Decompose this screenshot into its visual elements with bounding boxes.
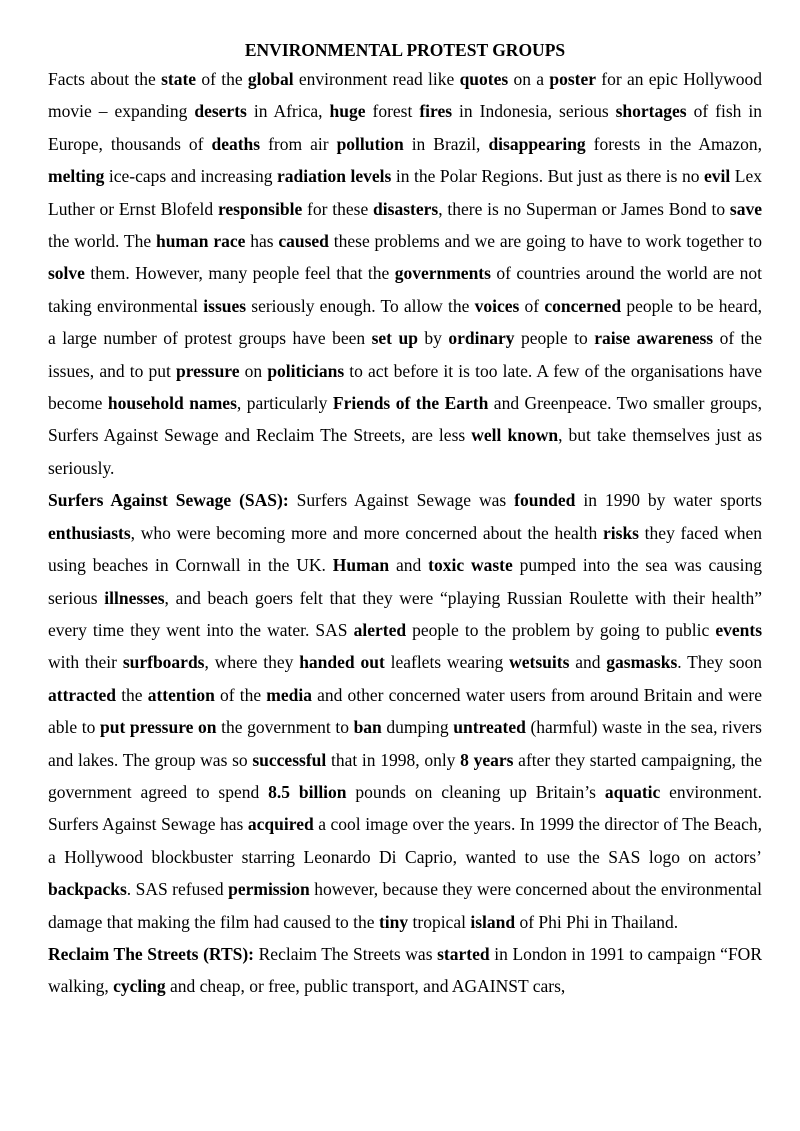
bold-term: ban bbox=[353, 717, 382, 738]
text-run: these problems and we are going to have to work together to bbox=[328, 231, 763, 252]
text-run: , who were becoming more and more concerned about the health bbox=[130, 522, 603, 543]
text-run: in the Polar Regions. But just as there is no bbox=[391, 166, 704, 187]
text-run: . They soon bbox=[677, 652, 762, 673]
bold-term: island bbox=[470, 911, 516, 932]
text-run: the world. The bbox=[48, 231, 156, 252]
bold-term: global bbox=[247, 69, 294, 89]
text-run: , where they bbox=[204, 652, 300, 673]
text-run: in Brazil, bbox=[403, 133, 489, 154]
bold-term: acquired bbox=[247, 814, 314, 835]
bold-term: quotes bbox=[459, 69, 509, 89]
bold-term: evil bbox=[704, 166, 731, 187]
text-run: , and beach goers felt that they were “playing Russian Roulette with their health” every time they went into the water. SAS bbox=[48, 587, 762, 640]
bold-term: responsible bbox=[217, 198, 303, 219]
bold-term: human race bbox=[155, 231, 246, 252]
bold-term: founded bbox=[514, 490, 576, 511]
text-run: and bbox=[569, 652, 607, 673]
bold-term: illnesses bbox=[104, 587, 165, 608]
text-run: for these bbox=[302, 198, 374, 219]
text-run: , particularly bbox=[236, 393, 333, 414]
text-run: forests in the Amazon, bbox=[585, 133, 763, 154]
text-run: and Greenpeace. Two smaller groups, Surfers Against Sewage and Reclaim The Streets, are less bbox=[48, 393, 762, 446]
text-run: dumping bbox=[381, 717, 454, 738]
text-run: (harmful) waste in the sea, rivers and lakes. The group was so bbox=[48, 717, 762, 770]
text-run: in London in 1991 to campaign “FOR walking, bbox=[48, 943, 762, 997]
bold-term: pressure bbox=[176, 360, 240, 381]
bold-term: Surfers Against Sewage (SAS): bbox=[48, 490, 289, 511]
text-run: of fish in Europe, thousands of bbox=[48, 101, 762, 154]
bold-term: risks bbox=[603, 522, 639, 543]
text-run: the government to bbox=[216, 717, 354, 738]
text-run: they faced when using beaches in Cornwall in the UK. bbox=[48, 522, 762, 576]
bold-term: fires bbox=[419, 101, 453, 122]
text-run: them. However, many people feel that the bbox=[84, 263, 395, 284]
text-run: people to be heard, a large number of protest groups have been bbox=[48, 295, 763, 349]
bold-term: ordinary bbox=[448, 328, 515, 349]
bold-term: state bbox=[161, 69, 197, 89]
bold-term: household names bbox=[107, 393, 237, 414]
text-run: of the bbox=[196, 69, 248, 89]
bold-term: started bbox=[437, 943, 490, 964]
text-run: of the issues, and to put bbox=[48, 328, 763, 381]
text-run: has bbox=[245, 231, 279, 252]
text-run: , but take themselves just as seriously. bbox=[48, 425, 763, 478]
bold-term: melting bbox=[48, 166, 105, 187]
text-run: forest bbox=[365, 101, 420, 122]
bold-term: Reclaim The Streets (RTS): bbox=[48, 943, 255, 964]
bold-term: enthusiasts bbox=[48, 522, 131, 543]
bold-term: put pressure on bbox=[100, 717, 217, 738]
bold-term: well known bbox=[471, 425, 559, 446]
text-run: environment read like bbox=[293, 69, 460, 89]
bold-term: successful bbox=[252, 749, 327, 770]
text-run: in 1990 by water sports bbox=[575, 490, 762, 511]
text-run: a cool image over the years. In 1999 the director of The Beach, a Hollywood blockbuster starring Leonardo Di Caprio, wanted to use the SAS logo on actors’ bbox=[48, 814, 762, 867]
bold-term: radiation levels bbox=[276, 166, 392, 187]
text-run: with their bbox=[48, 652, 123, 673]
bold-term: aquatic bbox=[604, 781, 661, 802]
text-run: people to the problem by going to public bbox=[406, 619, 716, 640]
bold-term: events bbox=[715, 619, 762, 640]
text-run: in Africa, bbox=[246, 101, 330, 122]
text-run: of bbox=[519, 295, 545, 316]
document-title: ENVIRONMENTAL PROTEST GROUPS bbox=[244, 40, 566, 60]
bold-term: alerted bbox=[353, 619, 407, 640]
text-run: and bbox=[389, 555, 429, 576]
text-run: of countries around the world are not taking environmental bbox=[48, 263, 762, 316]
bold-term: pollution bbox=[336, 133, 404, 154]
text-run: from air bbox=[260, 133, 337, 154]
bold-term: disappearing bbox=[488, 133, 586, 154]
bold-term: concerned bbox=[544, 295, 622, 316]
text-run: pounds on cleaning up Britain’s bbox=[346, 781, 605, 802]
text-run: on bbox=[239, 360, 268, 381]
bold-term: huge bbox=[329, 101, 366, 122]
text-run: . SAS refused bbox=[126, 879, 229, 900]
bold-term: untreated bbox=[453, 717, 526, 738]
text-run: Lex Luther or Ernst Blofeld bbox=[48, 166, 762, 219]
text-run: , there is no Superman or James Bond to bbox=[438, 198, 730, 219]
text-run: of Phi Phi in Thailand. bbox=[515, 911, 679, 932]
bold-term: backpacks bbox=[48, 879, 127, 900]
bold-term: 8 years bbox=[460, 749, 514, 770]
bold-term: Human bbox=[332, 555, 390, 576]
text-run: the bbox=[116, 684, 148, 705]
text-run: Surfers Against Sewage was bbox=[288, 490, 515, 511]
bold-term: wetsuits bbox=[509, 652, 570, 673]
bold-term: disasters bbox=[373, 198, 439, 219]
text-run: of the bbox=[214, 684, 267, 705]
text-run: and other concerned water users from around Britain and were able to bbox=[48, 684, 762, 738]
text-run: environment. Surfers Against Sewage has bbox=[48, 781, 762, 835]
bold-term: set up bbox=[371, 328, 418, 349]
text-run: that in 1998, only bbox=[326, 749, 461, 770]
bold-term: solve bbox=[48, 263, 85, 284]
bold-term: shortages bbox=[615, 101, 687, 122]
bold-term: save bbox=[729, 198, 762, 219]
text-run: on a bbox=[508, 69, 550, 89]
text-run: tropical bbox=[408, 911, 471, 932]
bold-term: toxic waste bbox=[428, 555, 513, 576]
bold-term: attention bbox=[147, 684, 215, 705]
bold-term: handed out bbox=[299, 652, 385, 673]
bold-term: attracted bbox=[48, 684, 117, 705]
text-run: to act before it is too late. A few of the organisations have become bbox=[48, 360, 762, 414]
bold-term: surfboards bbox=[122, 652, 205, 673]
bold-term: voices bbox=[474, 295, 520, 316]
bold-term: Friends of the Earth bbox=[332, 393, 489, 414]
bold-term: caused bbox=[278, 231, 329, 252]
bold-term: 8.5 billion bbox=[268, 781, 347, 802]
bold-term: deaths bbox=[211, 133, 261, 154]
paragraph bbox=[48, 938, 762, 1003]
text-run: Reclaim The Streets was bbox=[254, 943, 438, 964]
text-run: in Indonesia, serious bbox=[452, 101, 616, 122]
text-run: pumped into the sea was causing serious bbox=[48, 555, 762, 608]
text-run: Facts about the bbox=[48, 69, 162, 89]
text-run: ice-caps and increasing bbox=[104, 166, 277, 187]
text-run: leaflets wearing bbox=[384, 652, 510, 673]
bold-term: issues bbox=[203, 295, 247, 316]
text-run: for an epic Hollywood movie – expanding bbox=[48, 69, 762, 122]
bold-term: tiny bbox=[378, 911, 409, 932]
bold-term: raise awareness bbox=[594, 328, 714, 349]
paragraph bbox=[48, 63, 762, 484]
bold-term: media bbox=[266, 684, 312, 705]
bold-term: governments bbox=[394, 263, 491, 284]
paragraph bbox=[48, 484, 762, 938]
bold-term: deserts bbox=[194, 101, 247, 122]
text-run: however, because they were concerned about the environmental damage that making the film had caused to the bbox=[48, 879, 762, 932]
text-run: seriously enough. To allow the bbox=[246, 295, 475, 316]
text-run: people to bbox=[514, 328, 595, 349]
bold-term: poster bbox=[549, 69, 596, 89]
bold-term: gasmasks bbox=[606, 652, 678, 673]
document-page bbox=[48, 37, 762, 1003]
text-run: and cheap, or free, public transport, and AGAINST cars, bbox=[165, 976, 566, 997]
document-body bbox=[48, 63, 762, 1003]
text-run: after they started campaigning, the government agreed to spend bbox=[48, 749, 762, 802]
text-run: by bbox=[417, 328, 449, 349]
bold-term: permission bbox=[228, 879, 310, 900]
bold-term: cycling bbox=[113, 976, 166, 997]
bold-term: politicians bbox=[267, 360, 345, 381]
